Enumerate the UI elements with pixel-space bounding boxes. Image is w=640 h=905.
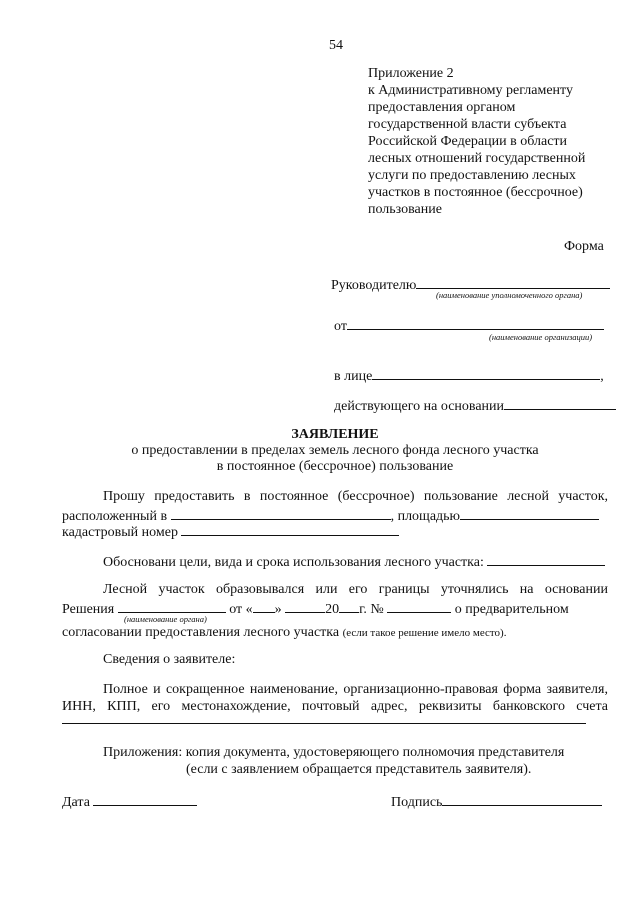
approval-note: (если такое решение имело место). <box>342 627 507 639</box>
date-label: Дата <box>62 795 90 810</box>
person-row <box>334 366 604 385</box>
attachments-line2: (если с заявлением обращается представитель заявителя). <box>186 762 532 777</box>
basis-label: действующего на основании <box>334 399 505 414</box>
signature-field[interactable] <box>442 792 602 806</box>
person-label: в лице <box>334 369 373 384</box>
annex-line: участков в постоянное (бессрочное) <box>368 185 583 200</box>
justification-label: Обосновани цели, вида и срока использования лесного участка: <box>103 555 484 570</box>
decision-quote-close: » <box>274 602 282 617</box>
basis-field[interactable] <box>504 396 616 410</box>
approval-row <box>62 625 506 641</box>
addressee-from-field[interactable] <box>347 316 604 330</box>
decision-day-field[interactable] <box>253 599 275 613</box>
date-row <box>62 792 197 811</box>
annex-line: государственной власти субъекта <box>368 117 567 132</box>
page-number: 54 <box>329 38 343 53</box>
formed-line1: Лесной участок образовывался или его границы уточнялись на основании <box>103 582 608 597</box>
signature-label: Подпись <box>391 795 443 810</box>
preliminary-label: о предварительном <box>454 602 569 617</box>
addressee-to-field[interactable] <box>416 275 610 289</box>
full-name-line1: Полное и сокращенное наименование, организационно-правовая форма заявителя, <box>103 682 608 697</box>
full-name-line2: ИНН, КПП, его местонахождение, почтовый адрес, реквизиты банковского счета <box>62 699 608 714</box>
annex-line: Российской Федерации в области <box>368 134 568 149</box>
addressee-from-hint: (наименование организации) <box>489 332 593 342</box>
cadastral-label: кадастровый номер <box>62 525 178 540</box>
decision-month-field[interactable] <box>285 599 325 613</box>
person-field[interactable] <box>372 366 600 380</box>
located-label: расположенный в <box>62 509 168 524</box>
document-subtitle-line2: в постоянное (бессрочное) пользование <box>216 459 454 474</box>
addressee-from-label: от <box>334 319 347 334</box>
decision-number-field[interactable] <box>387 599 451 613</box>
basis-row <box>334 396 616 415</box>
person-comma: , <box>600 369 604 384</box>
annex-line: услуги по предоставлению лесных <box>368 168 576 183</box>
full-name-field[interactable] <box>62 722 586 724</box>
located-field[interactable] <box>171 506 391 520</box>
decision-year-field[interactable] <box>339 599 359 613</box>
annex-line: пользование <box>368 202 442 217</box>
signature-row <box>391 792 602 811</box>
cadastral-field[interactable] <box>181 522 399 536</box>
decision-label: Решения <box>62 602 115 617</box>
annex-line: к Административному регламенту <box>368 83 573 98</box>
annex-line: лесных отношений государственной <box>368 151 586 166</box>
form-label: Форма <box>564 239 604 254</box>
organ-hint: (наименование органа) <box>124 614 207 624</box>
addressee-to-label: Руководителю <box>331 278 417 293</box>
request-line1: Прошу предоставить в постоянное (бессрочное) пользование лесной участок, <box>103 489 608 504</box>
addressee-to-hint: (наименование уполномоченного органа) <box>436 290 583 300</box>
decision-from-label: от « <box>229 602 253 617</box>
applicant-info-label: Сведения о заявителе: <box>103 652 236 667</box>
decision-organ-field[interactable] <box>118 599 226 613</box>
attachments-line1: Приложения: копия документа, удостоверяющего полномочия представителя <box>103 745 565 760</box>
cadastral-row <box>62 522 399 541</box>
date-field[interactable] <box>93 792 197 806</box>
decision-year-prefix: 20 <box>325 602 340 617</box>
approval-text: согласовании предоставления лесного участка <box>62 625 340 640</box>
annex-line: предоставления органом <box>368 100 516 115</box>
area-field[interactable] <box>460 506 599 520</box>
decision-number-label: г. № <box>359 602 384 617</box>
document-title: ЗАЯВЛЕНИЕ <box>291 427 379 442</box>
justification-row <box>103 552 605 571</box>
annex-line: Приложение 2 <box>368 66 454 81</box>
document-subtitle-line1: о предоставлении в пределах земель лесного фонда лесного участка <box>131 443 539 458</box>
justification-field[interactable] <box>487 552 605 566</box>
area-label: , площадью <box>390 509 461 524</box>
